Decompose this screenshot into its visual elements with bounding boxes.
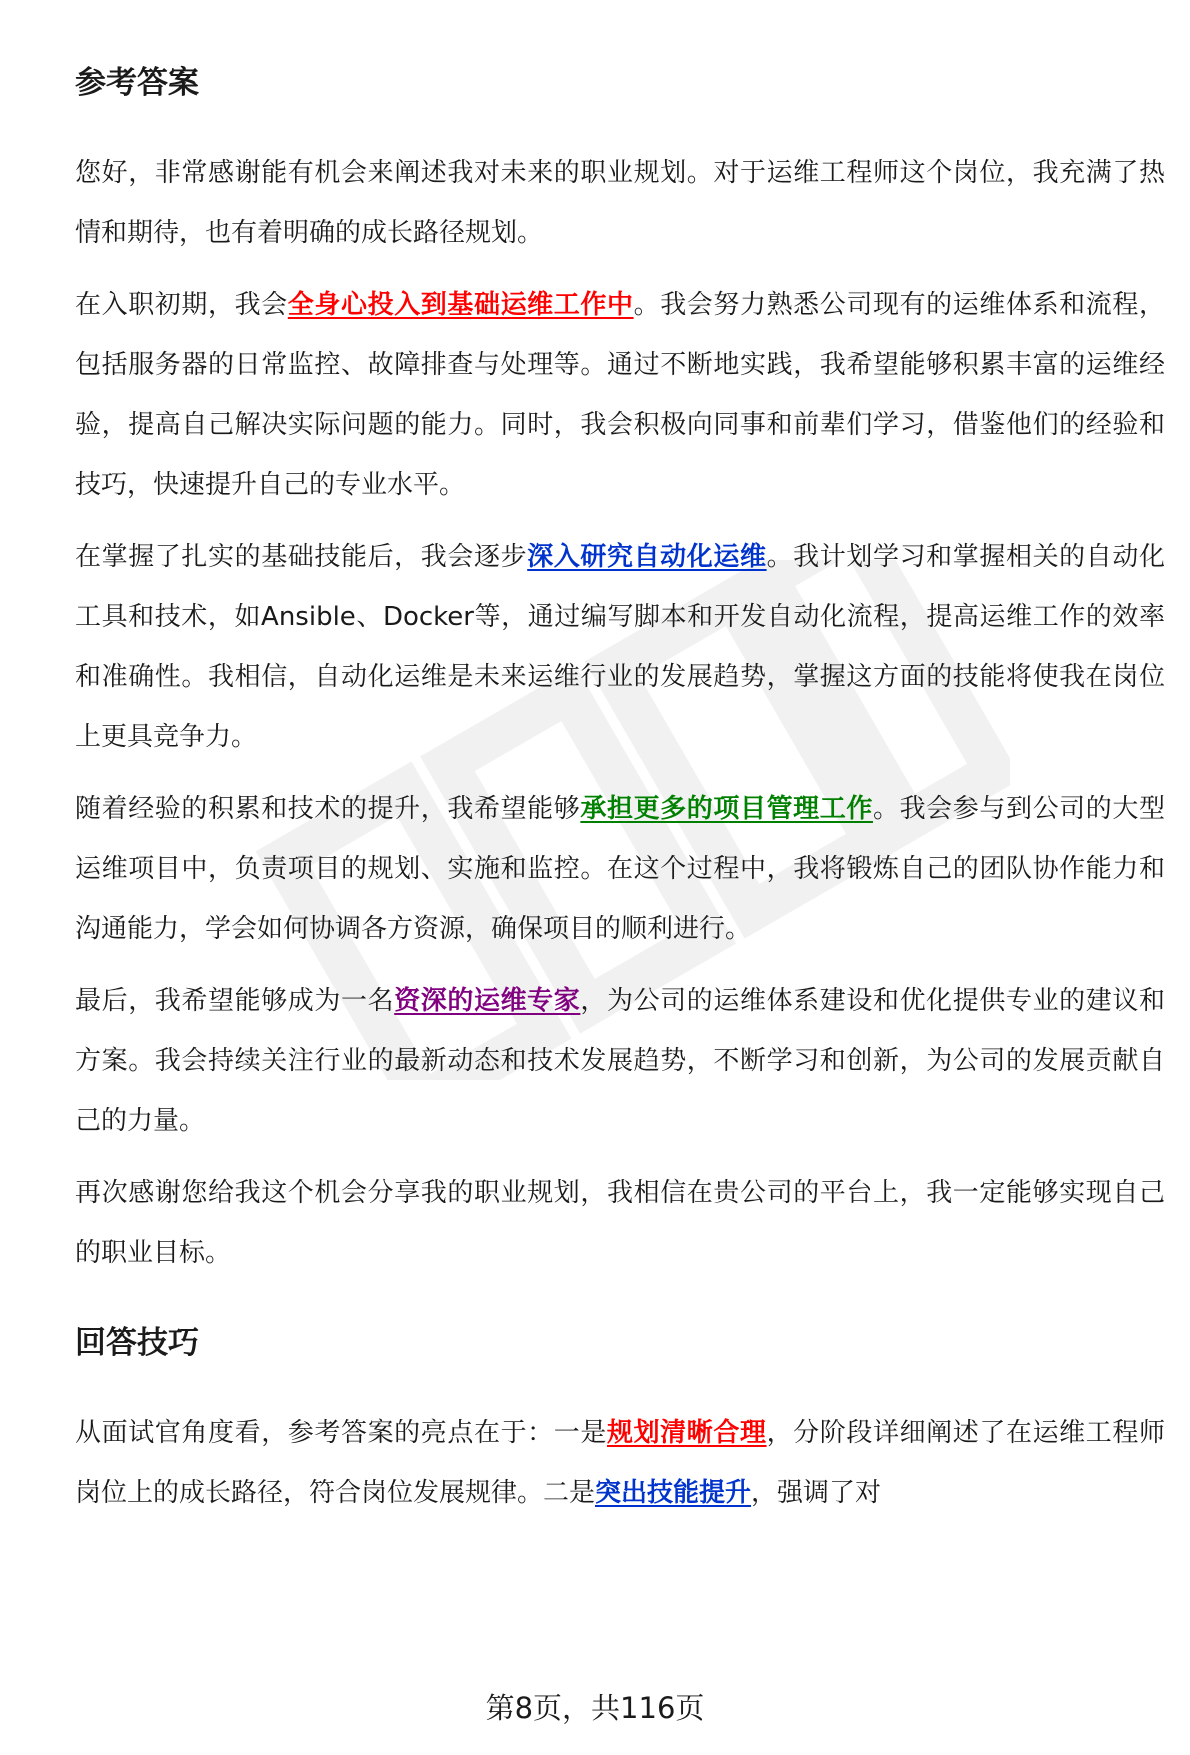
paragraph-text: 。我计划学习和掌握相关的自动化工具和技术，如Ansible、Docker等，通过编写脚本和开发自动化流程，提高运维工作的效率和准确性。我相信，自动化运维是未来运维行业的发展趋势，掌握这方面的技能将使我在岗位上更具竞争力。 (75, 542, 1165, 752)
paragraph (75, 527, 1165, 767)
paragraph-text: 在掌握了扎实的基础技能后，我会逐步 (75, 542, 528, 572)
paragraph-text: ，为公司的运维体系建设和优化提供专业的建议和方案。我会持续关注行业的最新动态和技术发展趋势，不断学习和创新，为公司的发展贡献自己的力量。 (75, 986, 1165, 1136)
paragraph (75, 275, 1165, 515)
highlighted-phrase: 突出技能提升 (595, 1478, 752, 1508)
paragraph (75, 143, 1165, 263)
paragraph-text: 在入职初期，我会 (75, 290, 288, 320)
paragraph (75, 779, 1165, 959)
paragraph-text: 最后，我希望能够成为一名 (75, 986, 395, 1016)
paragraph (75, 1403, 1165, 1523)
paragraph-text: 随着经验的积累和技术的提升，我希望能够 (75, 794, 581, 824)
paragraph-text: 您好，非常感谢能有机会来阐述我对未来的职业规划。对于运维工程师这个岗位，我充满了热情和期待，也有着明确的成长路径规划。 (75, 158, 1165, 248)
document-content (75, 60, 1165, 1523)
paragraph (75, 1163, 1165, 1283)
paragraph-text: 。我会努力熟悉公司现有的运维体系和流程，包括服务器的日常监控、故障排查与处理等。通过不断地实践，我希望能够积累丰富的运维经验，提高自己解决实际问题的能力。同时，我会积极向同事和前辈们学习，借鉴他们的经验和技巧，快速提升自己的专业水平。 (75, 290, 1165, 500)
highlighted-phrase: 规划清晰合理 (606, 1418, 767, 1448)
paragraph-text: 。我会参与到公司的大型运维项目中，负责项目的规划、实施和监控。在这个过程中，我将锻炼自己的团队协作能力和沟通能力，学会如何协调各方资源，确保项目的顺利进行。 (75, 794, 1165, 944)
paragraph (75, 971, 1165, 1151)
paragraph-text: 从面试官角度看，参考答案的亮点在于：一是 (75, 1418, 607, 1448)
highlighted-phrase: 深入研究自动化运维 (527, 542, 767, 572)
paragraph-text: 再次感谢您给我这个机会分享我的职业规划，我相信在贵公司的平台上，我一定能够实现自己的职业目标。 (75, 1178, 1165, 1268)
reference-answer-body (75, 143, 1165, 1283)
highlighted-phrase: 全身心投入到基础运维工作中 (287, 290, 634, 320)
section-title-answer-tips: 回答技巧 (75, 1325, 199, 1361)
page-number: 第8页，共116页 (485, 1691, 705, 1725)
paragraph-text: ，分阶段详细阐述了在运维工程师岗位上的成长路径，符合岗位发展规律。二是 (75, 1418, 1165, 1508)
highlighted-phrase: 资深的运维专家 (394, 986, 581, 1016)
paragraph-text: ，强调了对 (751, 1478, 882, 1508)
highlighted-phrase: 承担更多的项目管理工作 (580, 794, 873, 824)
section-title-reference-answer: 参考答案 (75, 65, 199, 101)
answer-tips-body (75, 1403, 1165, 1523)
